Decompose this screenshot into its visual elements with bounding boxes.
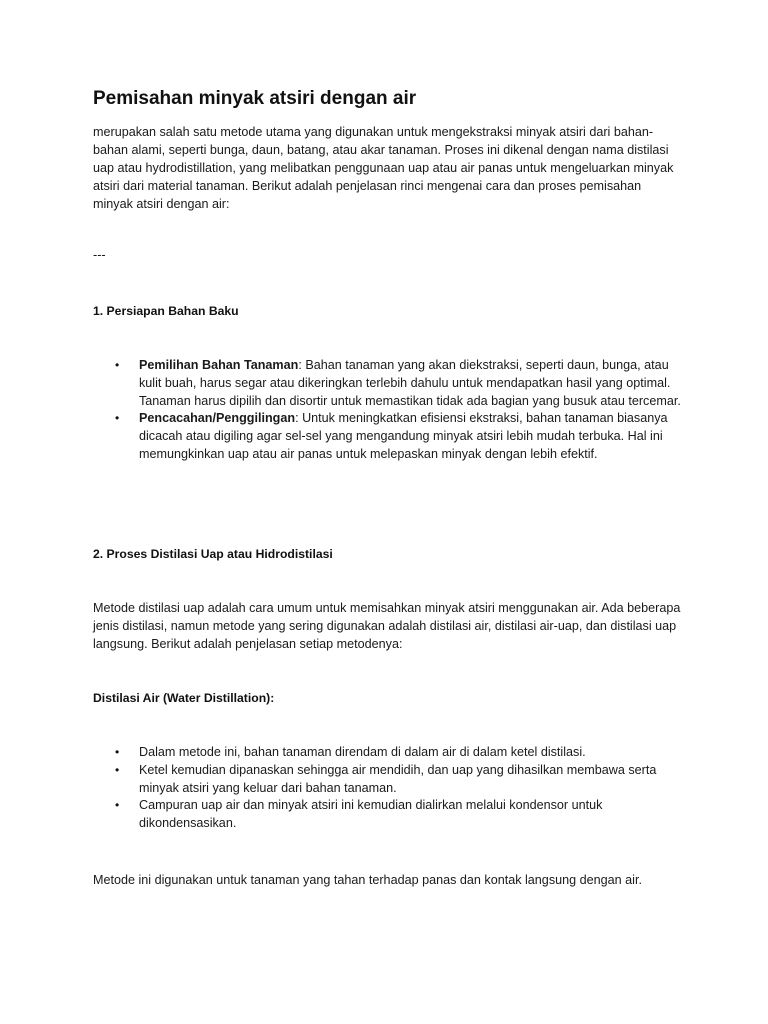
list-item (93, 762, 693, 798)
list-item-text: : Untuk meningkatkan efisiensi ekstraksi, bahan tanaman biasanya dicacah atau digiling agar sel-sel yang mengandung minyak atsiri lebih mudah terbuka. Hal ini memungkinkan uap atau air panas untuk melepaskan minyak dengan lebih efektif. (139, 411, 668, 461)
bullet-icon: • (115, 798, 120, 813)
list-item (93, 410, 693, 463)
document-title: Pemisahan minyak atsiri dengan air (93, 88, 417, 109)
separator-text: --- (93, 248, 106, 262)
section-2-bullet-list (93, 744, 693, 833)
bullet-icon: • (115, 358, 120, 372)
subsection-heading: Distilasi Air (Water Distillation): (93, 691, 275, 705)
list-item (93, 797, 693, 833)
list-item-text: Ketel kemudian dipanaskan sehingga air mendidih, dan uap yang dihasilkan membawa serta minyak atsiri yang keluar dari bahan tanaman. (139, 762, 657, 795)
list-item-text: Dalam metode ini, bahan tanaman direndam di dalam air di dalam ketel distilasi. (139, 745, 586, 759)
bullet-icon: • (115, 745, 120, 759)
list-item-term: Pencacahan/Penggilingan (139, 411, 296, 426)
section-1-bullet-list (93, 357, 693, 464)
bullet-icon: • (115, 411, 120, 426)
list-item-term: Pemilihan Bahan Tanaman (139, 358, 299, 372)
bullet-icon: • (115, 762, 120, 777)
list-item (93, 357, 693, 410)
section-1-heading: 1. Persiapan Bahan Baku (93, 304, 239, 318)
section-2-heading: 2. Proses Distilasi Uap atau Hidrodistilasi (93, 547, 333, 561)
section-2-intro: Metode distilasi uap adalah cara umum untuk memisahkan minyak atsiri menggunakan air. Ada beberapa jenis distilasi, namun metode yang sering digunakan adalah distilasi air, distilasi air-uap, dan distilasi uap langsung. Berikut adalah penjelasan setiap metodenya: (93, 601, 681, 651)
intro-paragraph: merupakan salah satu metode utama yang digunakan untuk mengekstraksi minyak atsiri dari bahan-bahan alami, seperti bunga, daun, batang, atau akar tanaman. Proses ini dikenal dengan nama distilasi uap atau hydrodistillation, yang melibatkan penggunaan uap atau air panas untuk mengeluarkan minyak atsiri dari material tanaman. Berikut adalah penjelasan rinci mengenai cara dan proses pemisahan minyak atsiri dengan air: (93, 125, 674, 211)
list-item-text: Campuran uap air dan minyak atsiri ini kemudian dialirkan melalui kondensor untuk dikondensasikan. (139, 798, 603, 831)
list-item-text: : Bahan tanaman yang akan diekstraksi, seperti daun, bunga, atau kulit buah, harus segar atau dikeringkan terlebih dahulu untuk mendapatkan hasil yang optimal. Tanaman harus dipilih dan disortir untuk memastikan tidak ada bagian yang busuk atau tercemar. (139, 358, 681, 408)
list-item (93, 744, 693, 762)
closing-paragraph: Metode ini digunakan untuk tanaman yang tahan terhadap panas dan kontak langsung dengan air. (93, 873, 642, 887)
